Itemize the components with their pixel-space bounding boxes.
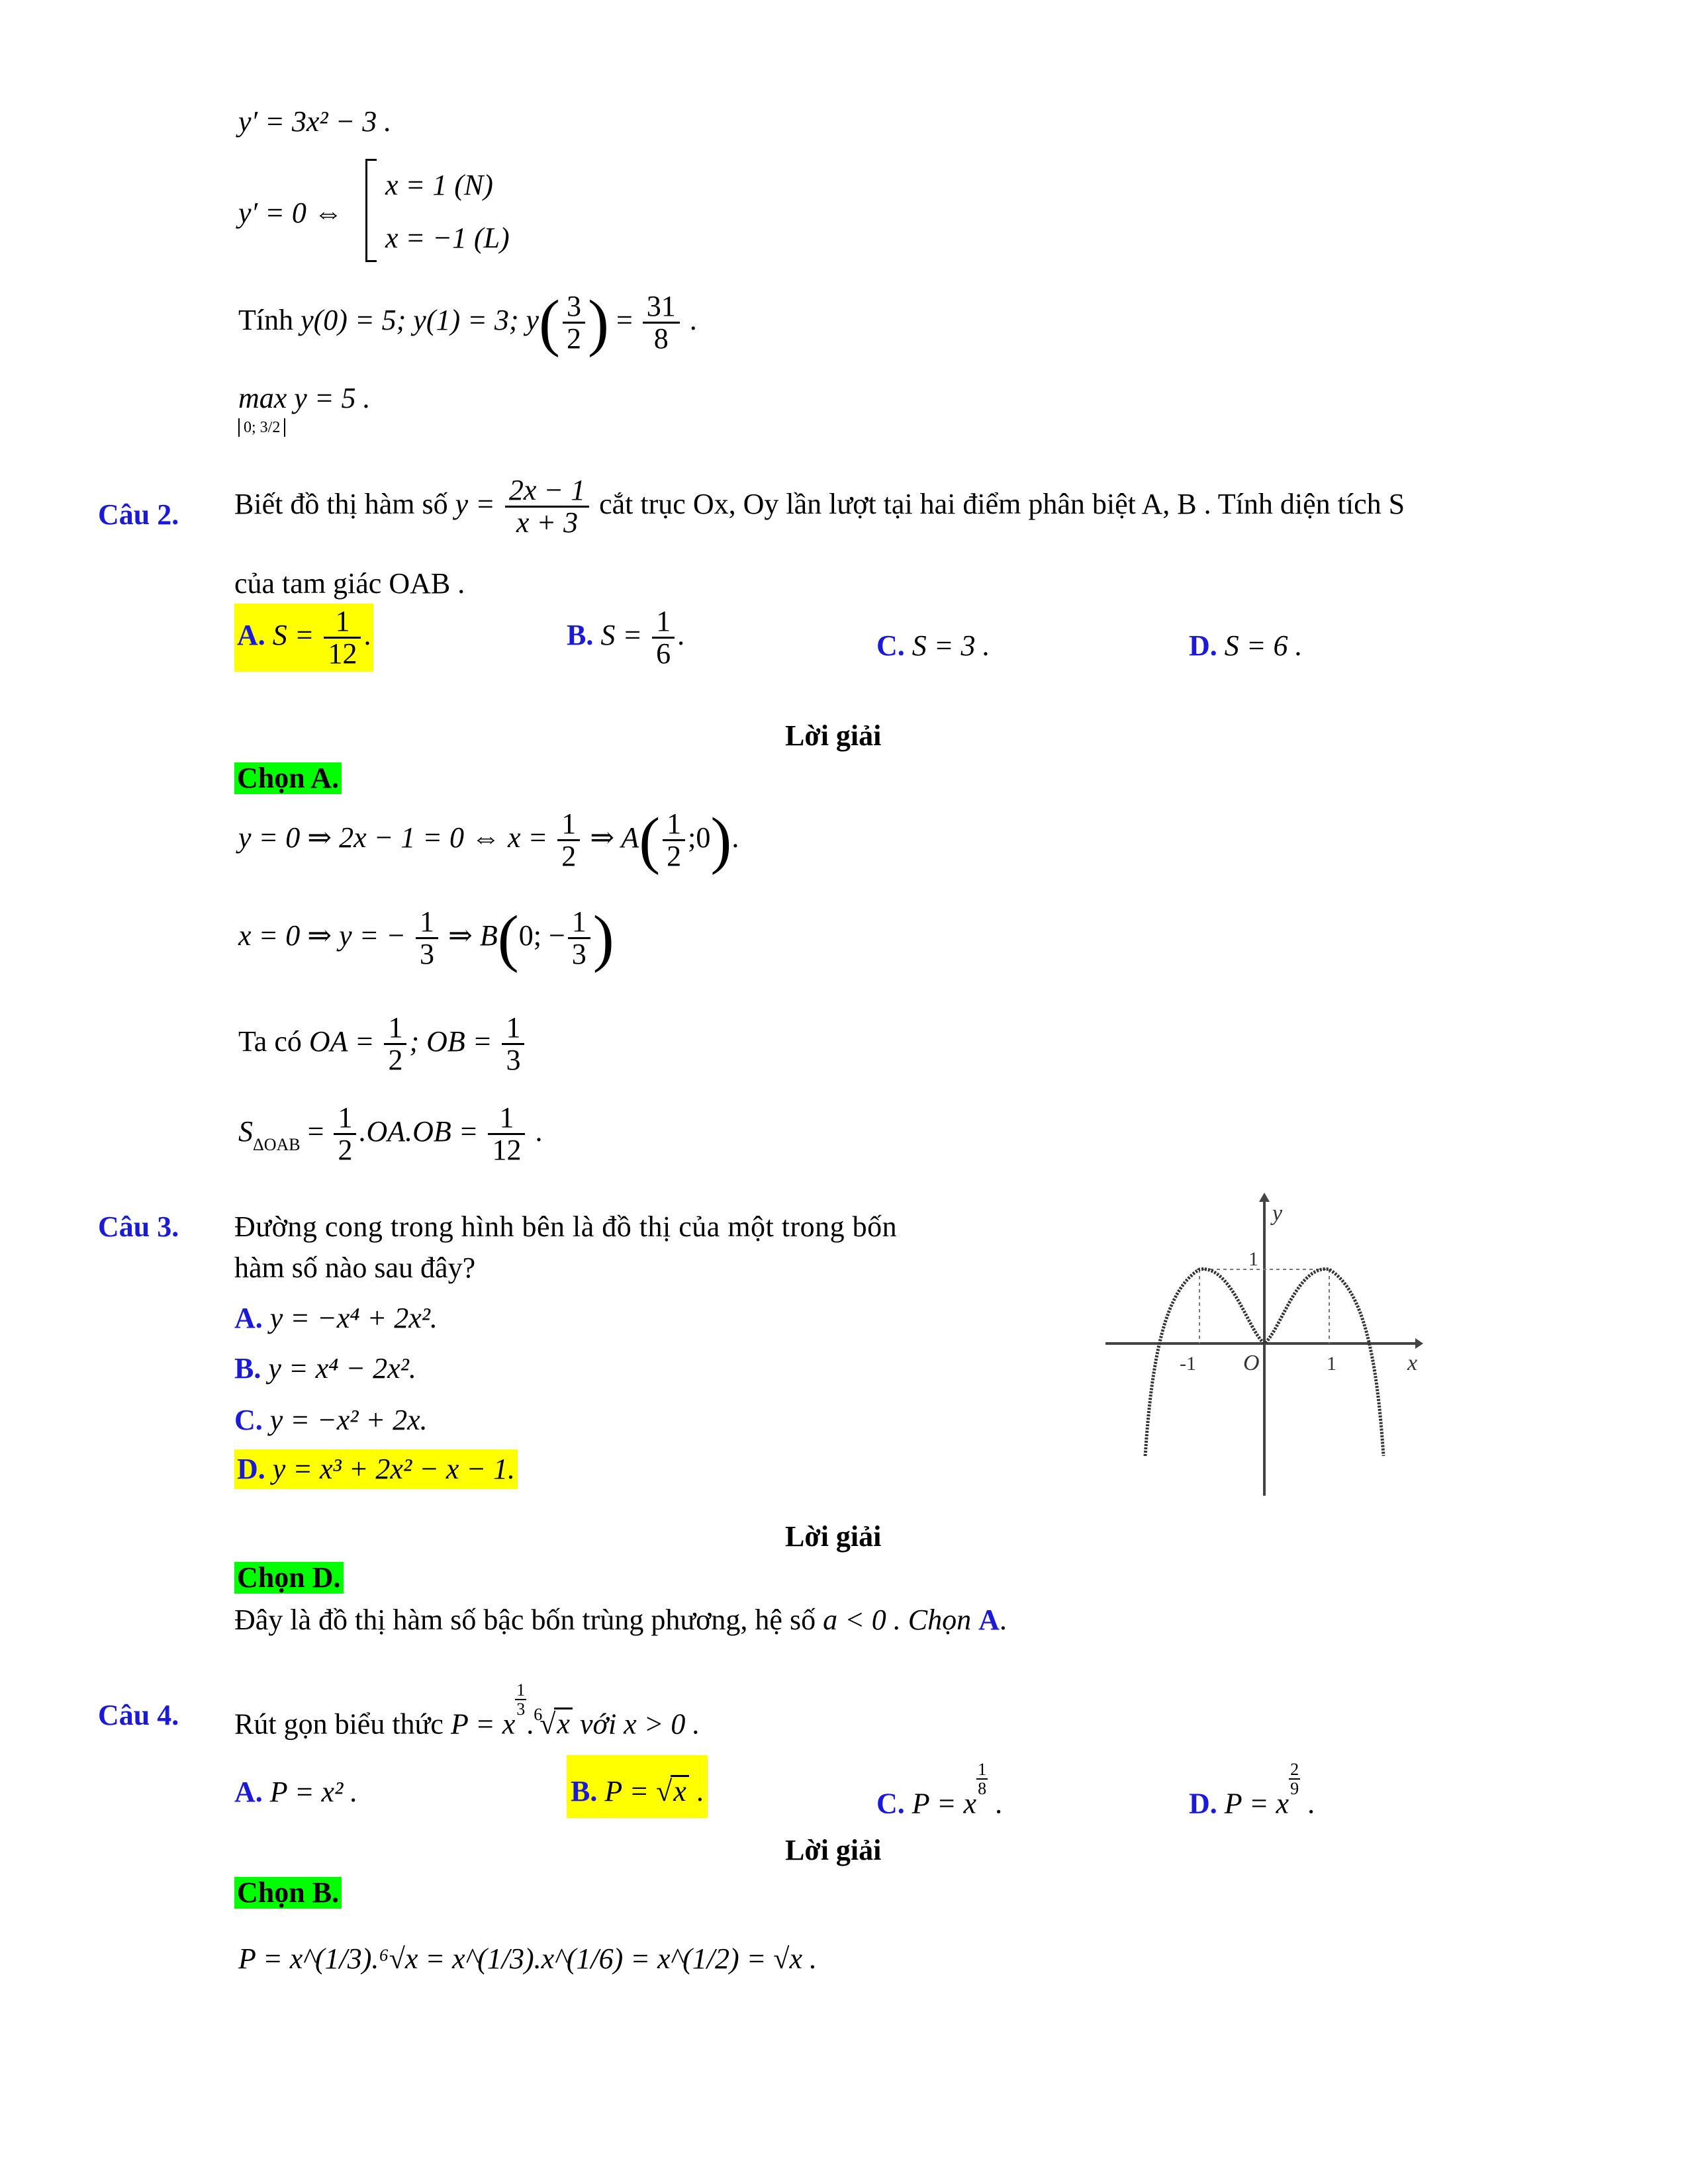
option-num: 1 (324, 606, 361, 639)
option-text: y = −x² + 2x. (269, 1404, 428, 1436)
x-axis-arrow (1415, 1338, 1423, 1349)
statement-text-2: cắt trục Ox, Oy lần lượt tại hai điểm phân biệt A, B . Tính diện tích S (599, 487, 1405, 520)
text: a < 0 . Chọn (823, 1604, 972, 1636)
compute-values-line: Tính y(0) = 5; y(1) = 3; y( $\frac{3}{2}$ ) = $\frac{31}{8}$ . (238, 287, 697, 358)
den: 2 (667, 840, 682, 873)
num: 1 (384, 1013, 406, 1045)
compute-eq: = (616, 303, 633, 336)
text: ⇒ A (590, 821, 639, 854)
option-letter: A. (234, 1776, 263, 1808)
option-b[interactable]: B. P = √x . (567, 1755, 708, 1818)
text: ;0 (688, 821, 711, 854)
text: x = 0 ⇒ y = − (238, 919, 406, 952)
solution-title: Lời giải (785, 1520, 882, 1553)
option-text: y = −x⁴ + 2x². (269, 1302, 438, 1334)
root-body: x (671, 1775, 689, 1806)
text: ⇒ B (448, 919, 498, 952)
question-label: Câu 2. (98, 498, 179, 531)
compute-label: Tính (238, 303, 294, 336)
chosen-answer: Chọn D. (234, 1562, 344, 1594)
function-num: 2x − 1 (505, 475, 589, 508)
den: 3 (420, 938, 434, 971)
root-1: x = 1 (N) (385, 169, 493, 201)
root-2: x = −1 (L) (385, 222, 510, 254)
solution-line: P = x^(1/3).⁶√x = x^(1/3).x^(1/6) = x^(1/2) = √x . (238, 1942, 817, 1975)
exp-num: 1 (516, 1680, 526, 1700)
result-den: 8 (653, 322, 669, 355)
den: 3 (571, 938, 586, 971)
solution-line-4: $S_{\Delta OAB}$ = $\frac{1}{2}$ .OA.OB = $\frac{1}{12}$ . (238, 1101, 543, 1167)
option-c[interactable] (234, 1406, 428, 1435)
num: 1 (663, 809, 685, 841)
compute-expr: y(0) = 5; y(1) = 3; y (301, 303, 539, 336)
text: 0; − (518, 919, 565, 952)
text: = (307, 1115, 324, 1148)
y-axis-arrow (1259, 1193, 1270, 1202)
tick-pos-label: 1 (1327, 1353, 1336, 1375)
text: Ta có (238, 1024, 302, 1058)
option-letter: B. (234, 1352, 261, 1385)
den: 2 (561, 840, 577, 873)
exp-den: 9 (1290, 1779, 1299, 1799)
num: 1 (568, 907, 590, 939)
origin-label: O (1243, 1351, 1260, 1375)
den: 3 (506, 1044, 521, 1077)
derivative-zero-lhs: y′ = 0 ⇔ (238, 197, 343, 229)
option-text: S = 6 . (1224, 629, 1303, 662)
solution-line-2: x = 0 ⇒ y = − $\frac{1}{3}$ ⇒ B(0; − $\frac{1}{3}$ ) (238, 902, 614, 974)
option-lhs: S = (272, 618, 314, 651)
option-letter: D. (1189, 1787, 1217, 1820)
root-index: 6 (534, 1705, 543, 1725)
frac-den: 2 (566, 322, 581, 355)
option-letter: A. (237, 618, 265, 651)
function-den: x + 3 (516, 506, 579, 539)
chosen-answer: Chọn A. (234, 762, 342, 794)
option-b[interactable]: B. S = $\frac{1}{6}$ . (567, 605, 685, 670)
text: y = 0 ⇒ 2x − 1 = 0 ⇔ x = (238, 821, 548, 854)
num: 1 (557, 809, 580, 841)
option-letter: A. (234, 1302, 263, 1334)
solution-title: Lời giải (785, 719, 882, 752)
choice: A (978, 1604, 1000, 1636)
option-b[interactable] (234, 1354, 416, 1383)
option-d[interactable] (234, 1449, 518, 1489)
option-text: S = 3 . (912, 629, 990, 662)
option-d[interactable]: D. P = x $\frac{2}{9}$ . (1189, 1760, 1315, 1820)
exp-den: 3 (516, 1700, 526, 1719)
question-2-statement-cont: của tam giác OAB . (234, 567, 465, 600)
root-body: x (554, 1707, 573, 1739)
option-lhs: P = (604, 1775, 649, 1807)
y-label: y (1272, 1201, 1283, 1226)
solution-line-3 (238, 1013, 527, 1075)
text: Đây là đồ thị hàm số bậc bốn trùng phương, hệ số (234, 1604, 816, 1636)
den: 2 (388, 1044, 403, 1077)
option-c[interactable] (876, 631, 990, 660)
option-text: y = x³ + 2x² − x − 1. (272, 1453, 516, 1485)
explanation-line: Đây là đồ thị hàm số bậc bốn trùng phương, hệ số a < 0 . Chọn A. (234, 1604, 1007, 1636)
option-text: y = x⁴ − 2x². (268, 1352, 416, 1385)
option-a[interactable] (234, 1304, 438, 1333)
exp-num: 2 (1290, 1760, 1299, 1779)
option-den: 6 (656, 637, 671, 670)
option-letter: B. (567, 618, 594, 651)
max-line: max y = 5 . (238, 382, 371, 414)
function-lhs: y = (455, 487, 495, 520)
solution-title: Lời giải (785, 1834, 882, 1866)
option-lhs: S = (600, 618, 643, 651)
solution-line-1: y = 0 ⇒ 2x − 1 = 0 ⇔ x = $\frac{1}{2}$ ⇒ A( $\frac{1}{2}$ ;0). (238, 804, 739, 876)
tick-y-label: 1 (1248, 1248, 1258, 1270)
tick-neg-label: -1 (1180, 1353, 1196, 1375)
num: 1 (334, 1103, 356, 1135)
option-c[interactable]: C. P = x $\frac{1}{8}$ . (876, 1760, 1003, 1820)
question-label: Câu 4. (98, 1699, 179, 1731)
text: .OA.OB = (359, 1115, 479, 1148)
option-letter: D. (1189, 629, 1217, 662)
option-letter: C. (876, 629, 905, 662)
text: OA = (308, 1024, 375, 1058)
subscript: ΔOAB (253, 1134, 301, 1154)
max-interval: 0; 3/2 (238, 418, 285, 437)
text: Rút gọn biểu thức (234, 1707, 444, 1741)
option-lhs: P = x (912, 1787, 977, 1820)
chosen-answer: Chọn B. (234, 1877, 342, 1909)
result-num: 31 (643, 291, 680, 324)
option-letter: B. (571, 1775, 598, 1807)
text: S (238, 1115, 253, 1148)
question-3-statement-cont: hàm số nào sau đây? (234, 1251, 476, 1284)
question-3-statement: Đường cong trong hình bên là đồ thị của một trong bốn (234, 1210, 898, 1243)
question-2-statement (234, 475, 1405, 538)
statement-text: Biết đồ thị hàm số (234, 487, 448, 520)
option-letter: C. (876, 1787, 905, 1820)
case-bracket (365, 159, 377, 262)
text: ; OB = (409, 1024, 492, 1058)
x-label: x (1407, 1351, 1418, 1375)
frac-num: 3 (563, 291, 585, 324)
option-d[interactable] (1189, 631, 1302, 660)
option-num: 1 (652, 606, 675, 639)
option-lhs: P = x (1224, 1787, 1289, 1820)
exp-den: 8 (978, 1779, 987, 1799)
option-letter: D. (237, 1453, 265, 1485)
function-graph (1099, 1191, 1423, 1502)
condition: với x > 0 . (579, 1707, 700, 1741)
exp-num: 1 (978, 1760, 987, 1779)
question-4-statement: Rút gọn biểu thức P = x $\frac{1}{3}$ .$^6$√x với x > 0 . (234, 1680, 700, 1741)
den: 2 (338, 1134, 353, 1167)
num: 1 (502, 1013, 524, 1045)
option-den: 12 (328, 637, 357, 670)
num: 1 (416, 907, 438, 939)
option-a[interactable] (234, 1778, 357, 1807)
option-letter: C. (234, 1404, 263, 1436)
question-label: Câu 3. (98, 1210, 179, 1243)
num: 1 (488, 1103, 525, 1135)
expr: P = x (450, 1707, 516, 1741)
den: 12 (492, 1134, 522, 1167)
option-text: P = x² . (269, 1776, 358, 1808)
option-a[interactable]: A. S = $\frac{1}{12}$ . (234, 604, 373, 672)
derivative-line: y′ = 3x² − 3 . (238, 105, 392, 138)
